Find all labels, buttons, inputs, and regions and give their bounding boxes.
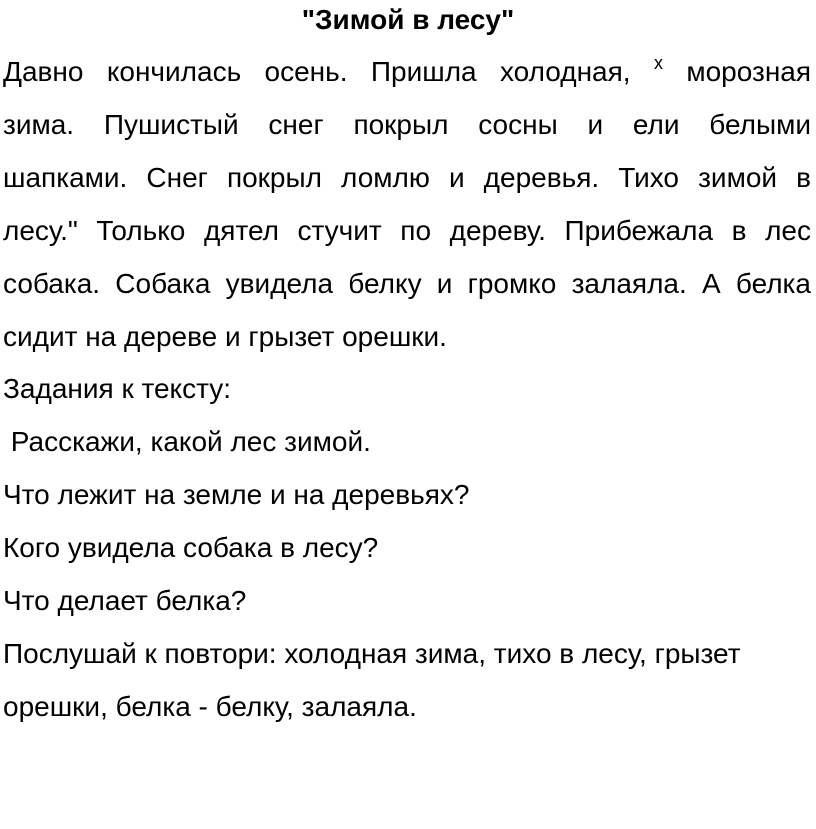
task-item: Что лежит на земле и на деревьях? [3,479,470,510]
story-line-3: шапками. Снег покрыл ломлю и деревья. Тихо зимой в [3,162,811,193]
story-line-1-text: Давно кончилась осень. Пришла холодная, [3,56,631,87]
story-line-2: зима. Пушистый снег покрыл сосны и ели белыми [3,109,811,140]
story-line-1 [3,55,811,92]
footnote-mark: х [653,53,663,73]
story-line-6: сидит на дереве и грызет орешки. [3,321,447,352]
story-line-5: собака. Собака увидела белку и громко залаяла. А белка [3,268,811,299]
task-item: Расскажи, какой лес зимой. [3,426,371,457]
task-item: Что делает белка? [3,585,247,616]
repeat-line-1: Послушай к повтори: холодная зима, тихо в лесу, грызет [3,638,741,669]
page-title: "Зимой в лесу" [301,4,515,35]
repeat-line-2: орешки, белка - белку, залаяла. [3,691,417,722]
story-line-1-end: морозная [686,56,812,87]
story-line-4: лесу." Только дятел стучит по дереву. Прибежала в лес [3,215,811,246]
task-item: Кого увидела собака в лесу? [3,532,379,563]
tasks-heading: Задания к тексту: [3,373,232,404]
